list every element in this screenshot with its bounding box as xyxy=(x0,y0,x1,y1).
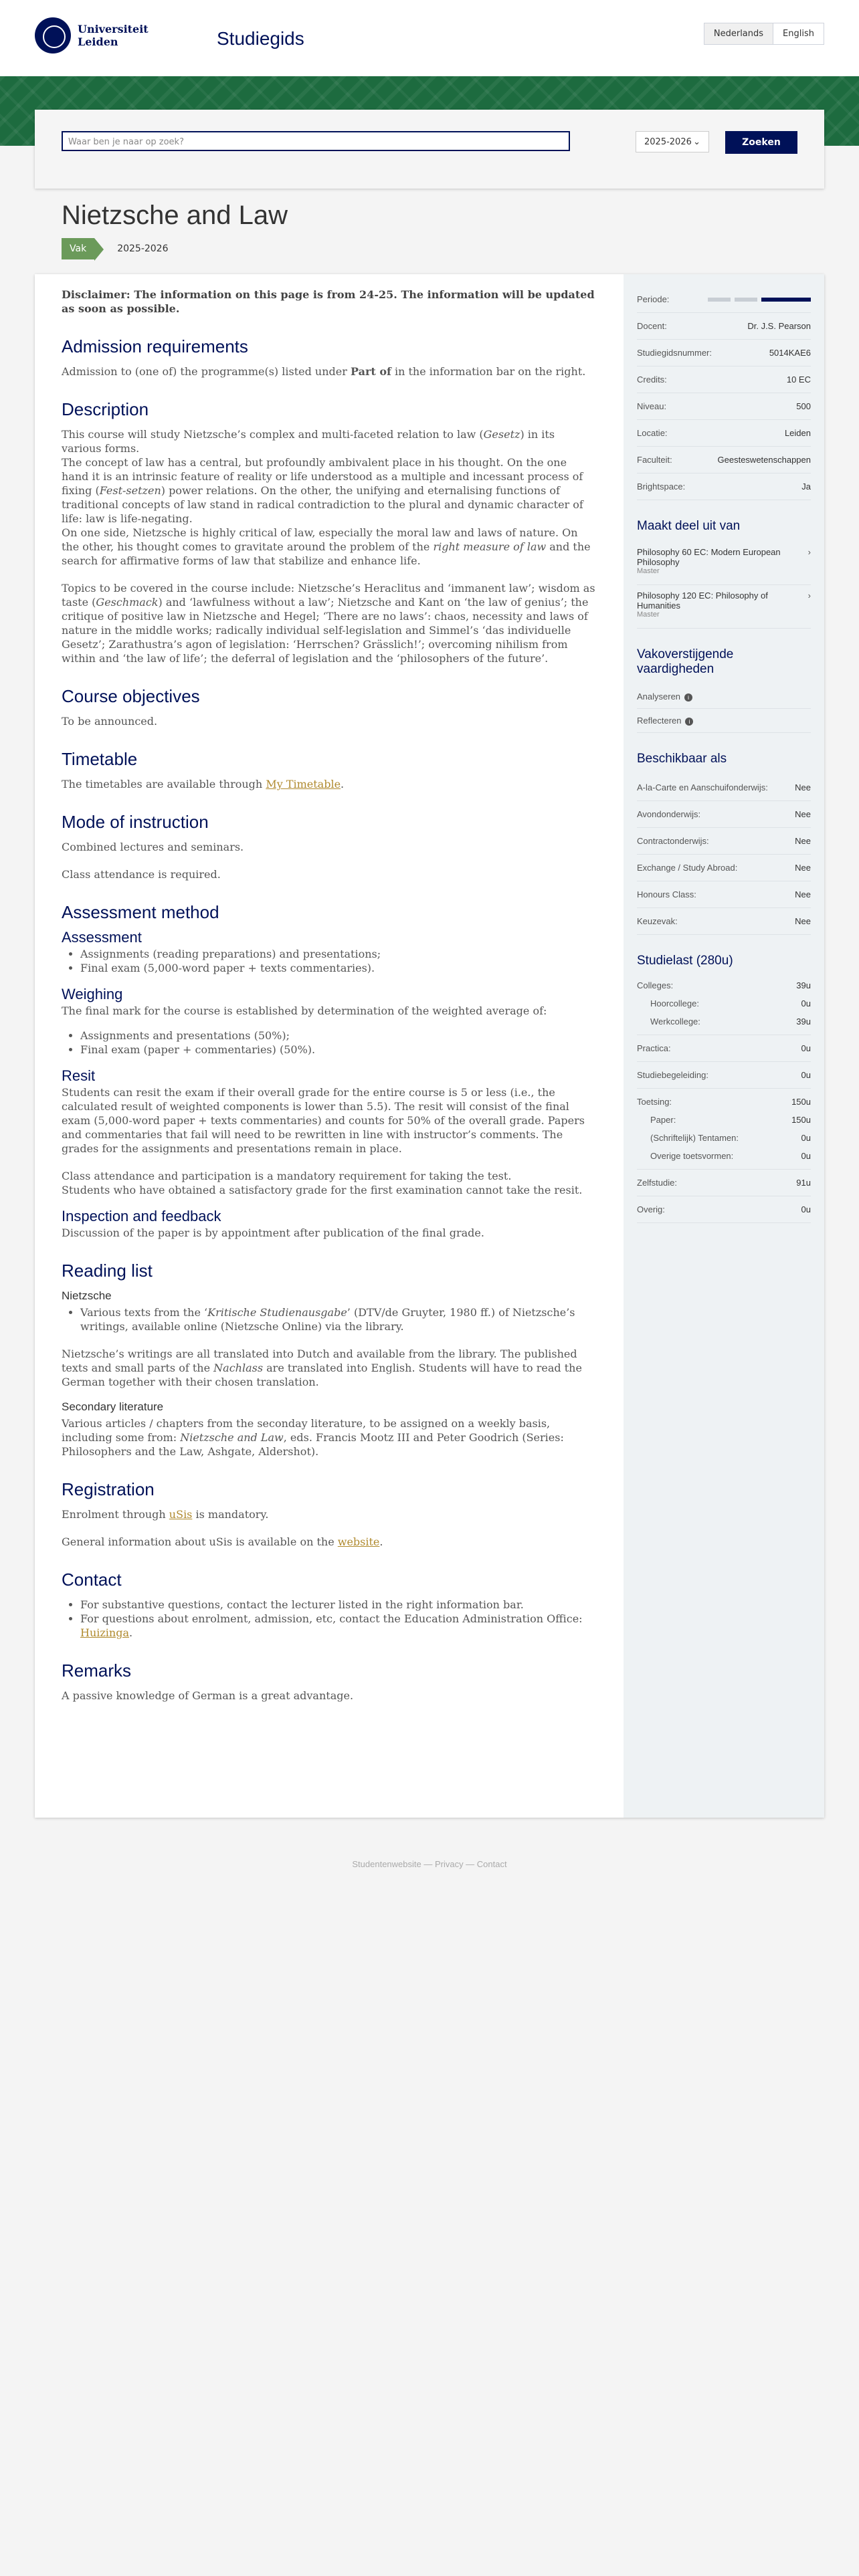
lang-en-button[interactable]: English xyxy=(773,23,824,45)
load-row: Practica: 0u xyxy=(637,1035,811,1062)
inspection-text: Discussion of the paper is by appointment after publication of the final grade. xyxy=(62,1226,484,1239)
search-input[interactable]: Waar ben je naar op zoek? xyxy=(62,131,570,151)
leiden-seal-icon xyxy=(35,17,71,53)
load-row: Overige toetsvormen: 0u xyxy=(637,1147,811,1170)
info-row: Brightspace: Ja xyxy=(637,473,811,500)
avail-row: Honours Class: Nee xyxy=(637,881,811,908)
website-link[interactable]: website xyxy=(337,1535,380,1548)
resit-subheading: Resit xyxy=(62,1067,96,1084)
chevron-right-icon: › xyxy=(807,591,811,601)
resit-text: Students can resit the exam if their overall grade for the entire course is 5 or less (i.e., the calculated result of weighted components is lower than 5.5). The resit will consist of the final exam (5,000-word paper + texts commentaries) and counts for 50% of the overall grade. Papers and commentaries that fail will need to be rewritten in line with instructor’s comments. The grades for the assignments and presentations remain in place. xyxy=(62,1086,585,1155)
timetable-text: The timetables are available through My Timetable. xyxy=(62,778,345,790)
assessment-heading: Assessment method xyxy=(62,902,219,922)
mode-text-1: Combined lectures and seminars. xyxy=(62,841,244,853)
top-header xyxy=(0,0,859,76)
load-row: (Schriftelijk) Tentamen: 0u xyxy=(650,1133,811,1143)
footer-links[interactable]: Studentenwebsite — Privacy — Contact xyxy=(352,1859,507,1869)
description-p1: This course will study Nietzsche’s complex and multi-faceted relation to law (Gesetz) in its various forms. xyxy=(62,428,555,455)
resit-text-2: Class attendance and participation is a mandatory requirement for taking the test. Students who have obtained a satisfactory grade for the first examination cannot take the resit. xyxy=(62,1170,583,1196)
info-sidebar xyxy=(624,274,824,1818)
contact-list xyxy=(62,1598,597,1640)
load-row: Hoorcollege: 0u xyxy=(650,998,811,1008)
admission-heading: Admission requirements xyxy=(62,336,248,356)
programme-link[interactable]: Philosophy 60 EC: Modern European Philosophy › Master xyxy=(637,542,811,585)
logo-line-2: Leiden xyxy=(78,35,118,48)
weighing-subheading: Weighing xyxy=(62,986,123,1002)
skill-item[interactable]: Analyseren i xyxy=(637,685,811,709)
available-heading: Beschikbaar als xyxy=(637,752,727,766)
inspection-subheading: Inspection and feedback xyxy=(62,1208,221,1224)
course-content xyxy=(62,288,597,1708)
load-row: Paper: 150u xyxy=(650,1115,811,1125)
secondary-heading: Secondary literature xyxy=(62,1400,164,1413)
info-row-period: Periode: xyxy=(637,286,811,313)
admission-text: Admission to (one of) the programme(s) listed under Part of in the information bar on the right. xyxy=(62,365,586,378)
description-p4: Topics to be covered in the course include: Nietzsche’s Heraclitus and ‘immanent law’; wisdom as taste (Geschmack) and ‘lawfulness without a law’; Nietzsche and Kant on ‘the law of genius’; the critique of positive law in Nietzsche and Hegel; ‘There are no laws’: chaos, necessity and laws of nature in the middle works; radically individual self-legislation and Simmel’s ‘das individuelle Gesetz’; Zarathustra’s agon of legislation: ‘Herrschen? Grässlich!’; overcoming nihilism from within and ‘the law of life’; the deferral of legislation and the ‘philosophers of the future’. xyxy=(62,582,595,665)
load-row: Toetsing: 150u xyxy=(637,1097,811,1107)
avail-row: Exchange / Study Abroad: Nee xyxy=(637,855,811,881)
course-card xyxy=(35,274,824,1818)
weighing-text: The final mark for the course is established by determination of the weighted average of: xyxy=(62,1004,547,1017)
load-row: Colleges: 39u xyxy=(637,980,811,990)
contact-heading: Contact xyxy=(62,1570,122,1590)
search-button[interactable]: Zoeken xyxy=(725,131,797,154)
info-row: Studiegidsnummer: 5014KAE6 xyxy=(637,340,811,366)
list-item: • For questions about enrolment, admission, etc, contact the Education Administration Office: Huizinga. xyxy=(80,1612,597,1640)
skills-heading: Vakoverstijgende vaardigheden xyxy=(637,647,734,676)
list-item: • Various texts from the ‘Kritische Studienausgabe’ (DTV/de Gruyter, 1980 ff.) of Nietzsche’s writings, available online (Nietzsche Online) via the library. xyxy=(80,1305,597,1333)
load-row: Werkcollege: 39u xyxy=(637,1012,811,1035)
mode-heading: Mode of instruction xyxy=(62,812,209,832)
avail-row: Avondonderwijs: Nee xyxy=(637,801,811,828)
assessment-subheading: Assessment xyxy=(62,929,142,946)
chevron-right-icon: › xyxy=(807,547,811,557)
course-year: 2025-2026 xyxy=(117,243,169,254)
remarks-text: A passive knowledge of German is a great advantage. xyxy=(62,1689,354,1702)
reading-text: Nietzsche’s writings are all translated into Dutch and available from the library. The published texts and small parts of the Nachlass are translated into English. Students will have to read the German together with their chosen translation. xyxy=(62,1348,582,1388)
info-row: Credits: 10 EC xyxy=(637,366,811,393)
my-timetable-link[interactable]: My Timetable xyxy=(266,778,341,790)
partof-heading: Maakt deel uit van xyxy=(637,519,741,533)
secondary-text: Various articles / chapters from the seconday literature, to be assigned on a weekly basis, including some from: Nietzsche and Law, eds. Francis Mootz III and Peter Goodrich (Series: Philosophers and the Law, Ashgate, Aldershot). xyxy=(62,1417,564,1458)
disclaimer: Disclaimer: The information on this page is from 24-25. The information will be updated as soon as possible. xyxy=(62,288,595,315)
objectives-text: To be announced. xyxy=(62,715,158,728)
info-icon: i xyxy=(685,718,693,726)
usis-link[interactable]: uSis xyxy=(169,1508,193,1521)
reading-list xyxy=(62,1305,597,1333)
year-select-value: 2025-2026 xyxy=(644,137,692,147)
language-switch xyxy=(704,23,824,45)
search-panel xyxy=(35,110,824,189)
list-item: • Final exam (paper + commentaries) (50%). xyxy=(80,1043,597,1057)
skill-item[interactable]: Reflecteren i xyxy=(637,709,811,733)
reading-heading: Reading list xyxy=(62,1261,153,1281)
workload-heading: Studielast (280u) xyxy=(637,954,733,968)
registration-heading: Registration xyxy=(62,1479,155,1499)
load-row: Zelfstudie: 91u xyxy=(637,1170,811,1196)
list-item: • Assignments and presentations (50%); xyxy=(80,1029,597,1043)
programme-link[interactable]: Philosophy 120 EC: Philosophy of Humanities › Master xyxy=(637,585,811,629)
avail-row: A-la-Carte en Aanschuifonderwijs: Nee xyxy=(637,774,811,801)
avail-row: Contractonderwijs: Nee xyxy=(637,828,811,855)
page-title: Nietzsche and Law xyxy=(62,201,288,230)
load-row: Overig: 0u xyxy=(637,1196,811,1223)
weighing-list xyxy=(62,1029,597,1057)
avail-row: Keuzevak: Nee xyxy=(637,908,811,935)
description-p3: On one side, Nietzsche is highly critical of law, especially the moral law and laws of nature. On the other, his thought comes to gravitate around the problem of the right measure of law and the search for affirmative forms of law that stabilize and enhance life. xyxy=(62,526,591,567)
registration-text-1: Enrolment through uSis is mandatory. xyxy=(62,1508,269,1521)
registration-text-2: General information about uSis is available on the website. xyxy=(62,1535,383,1548)
remarks-heading: Remarks xyxy=(62,1660,132,1681)
assessment-list xyxy=(62,947,597,975)
type-badge: Vak xyxy=(62,238,94,259)
info-row: Docent: Dr. J.S. Pearson xyxy=(637,313,811,340)
university-logo[interactable] xyxy=(35,17,149,53)
logo-line-1: Universiteit xyxy=(78,23,149,35)
period-indicator xyxy=(708,294,811,304)
breadcrumb xyxy=(62,238,169,259)
huizinga-link[interactable]: Huizinga xyxy=(80,1626,130,1639)
description-heading: Description xyxy=(62,399,149,419)
description-p2: The concept of law has a central, but profoundly ambivalent place in his thought. On the one hand it is an intrinsic feature of reality or life understood as a multiple and incessant process of fixing (Fest-setzen) power relations. On the other, the unifying and eternalising functions of traditional concepts of law stand in radical contradiction to the plural and dynamic character of life: law is life-negating. xyxy=(62,456,583,525)
objectives-heading: Course objectives xyxy=(62,686,200,706)
load-row: Studiebegeleiding: 0u xyxy=(637,1062,811,1089)
info-row: Locatie: Leiden xyxy=(637,420,811,447)
mode-text-2: Class attendance is required. xyxy=(62,868,221,881)
reading-nietzsche: Nietzsche xyxy=(62,1289,112,1302)
info-icon: i xyxy=(684,693,692,702)
chevron-down-icon: ⌄ xyxy=(693,137,700,147)
list-item: • Final exam (5,000-word paper + texts commentaries). xyxy=(80,961,597,975)
list-item: • Assignments (reading preparations) and presentations; xyxy=(80,947,597,961)
info-row: Faculteit: Geesteswetenschappen xyxy=(637,447,811,473)
lang-nl-button[interactable]: Nederlands xyxy=(704,23,773,45)
info-row: Niveau: 500 xyxy=(637,393,811,420)
timetable-heading: Timetable xyxy=(62,749,138,769)
site-title[interactable]: Studiegids xyxy=(217,28,304,49)
year-select[interactable] xyxy=(636,131,709,152)
list-item: • For substantive questions, contact the lecturer listed in the right information bar. xyxy=(80,1598,597,1612)
